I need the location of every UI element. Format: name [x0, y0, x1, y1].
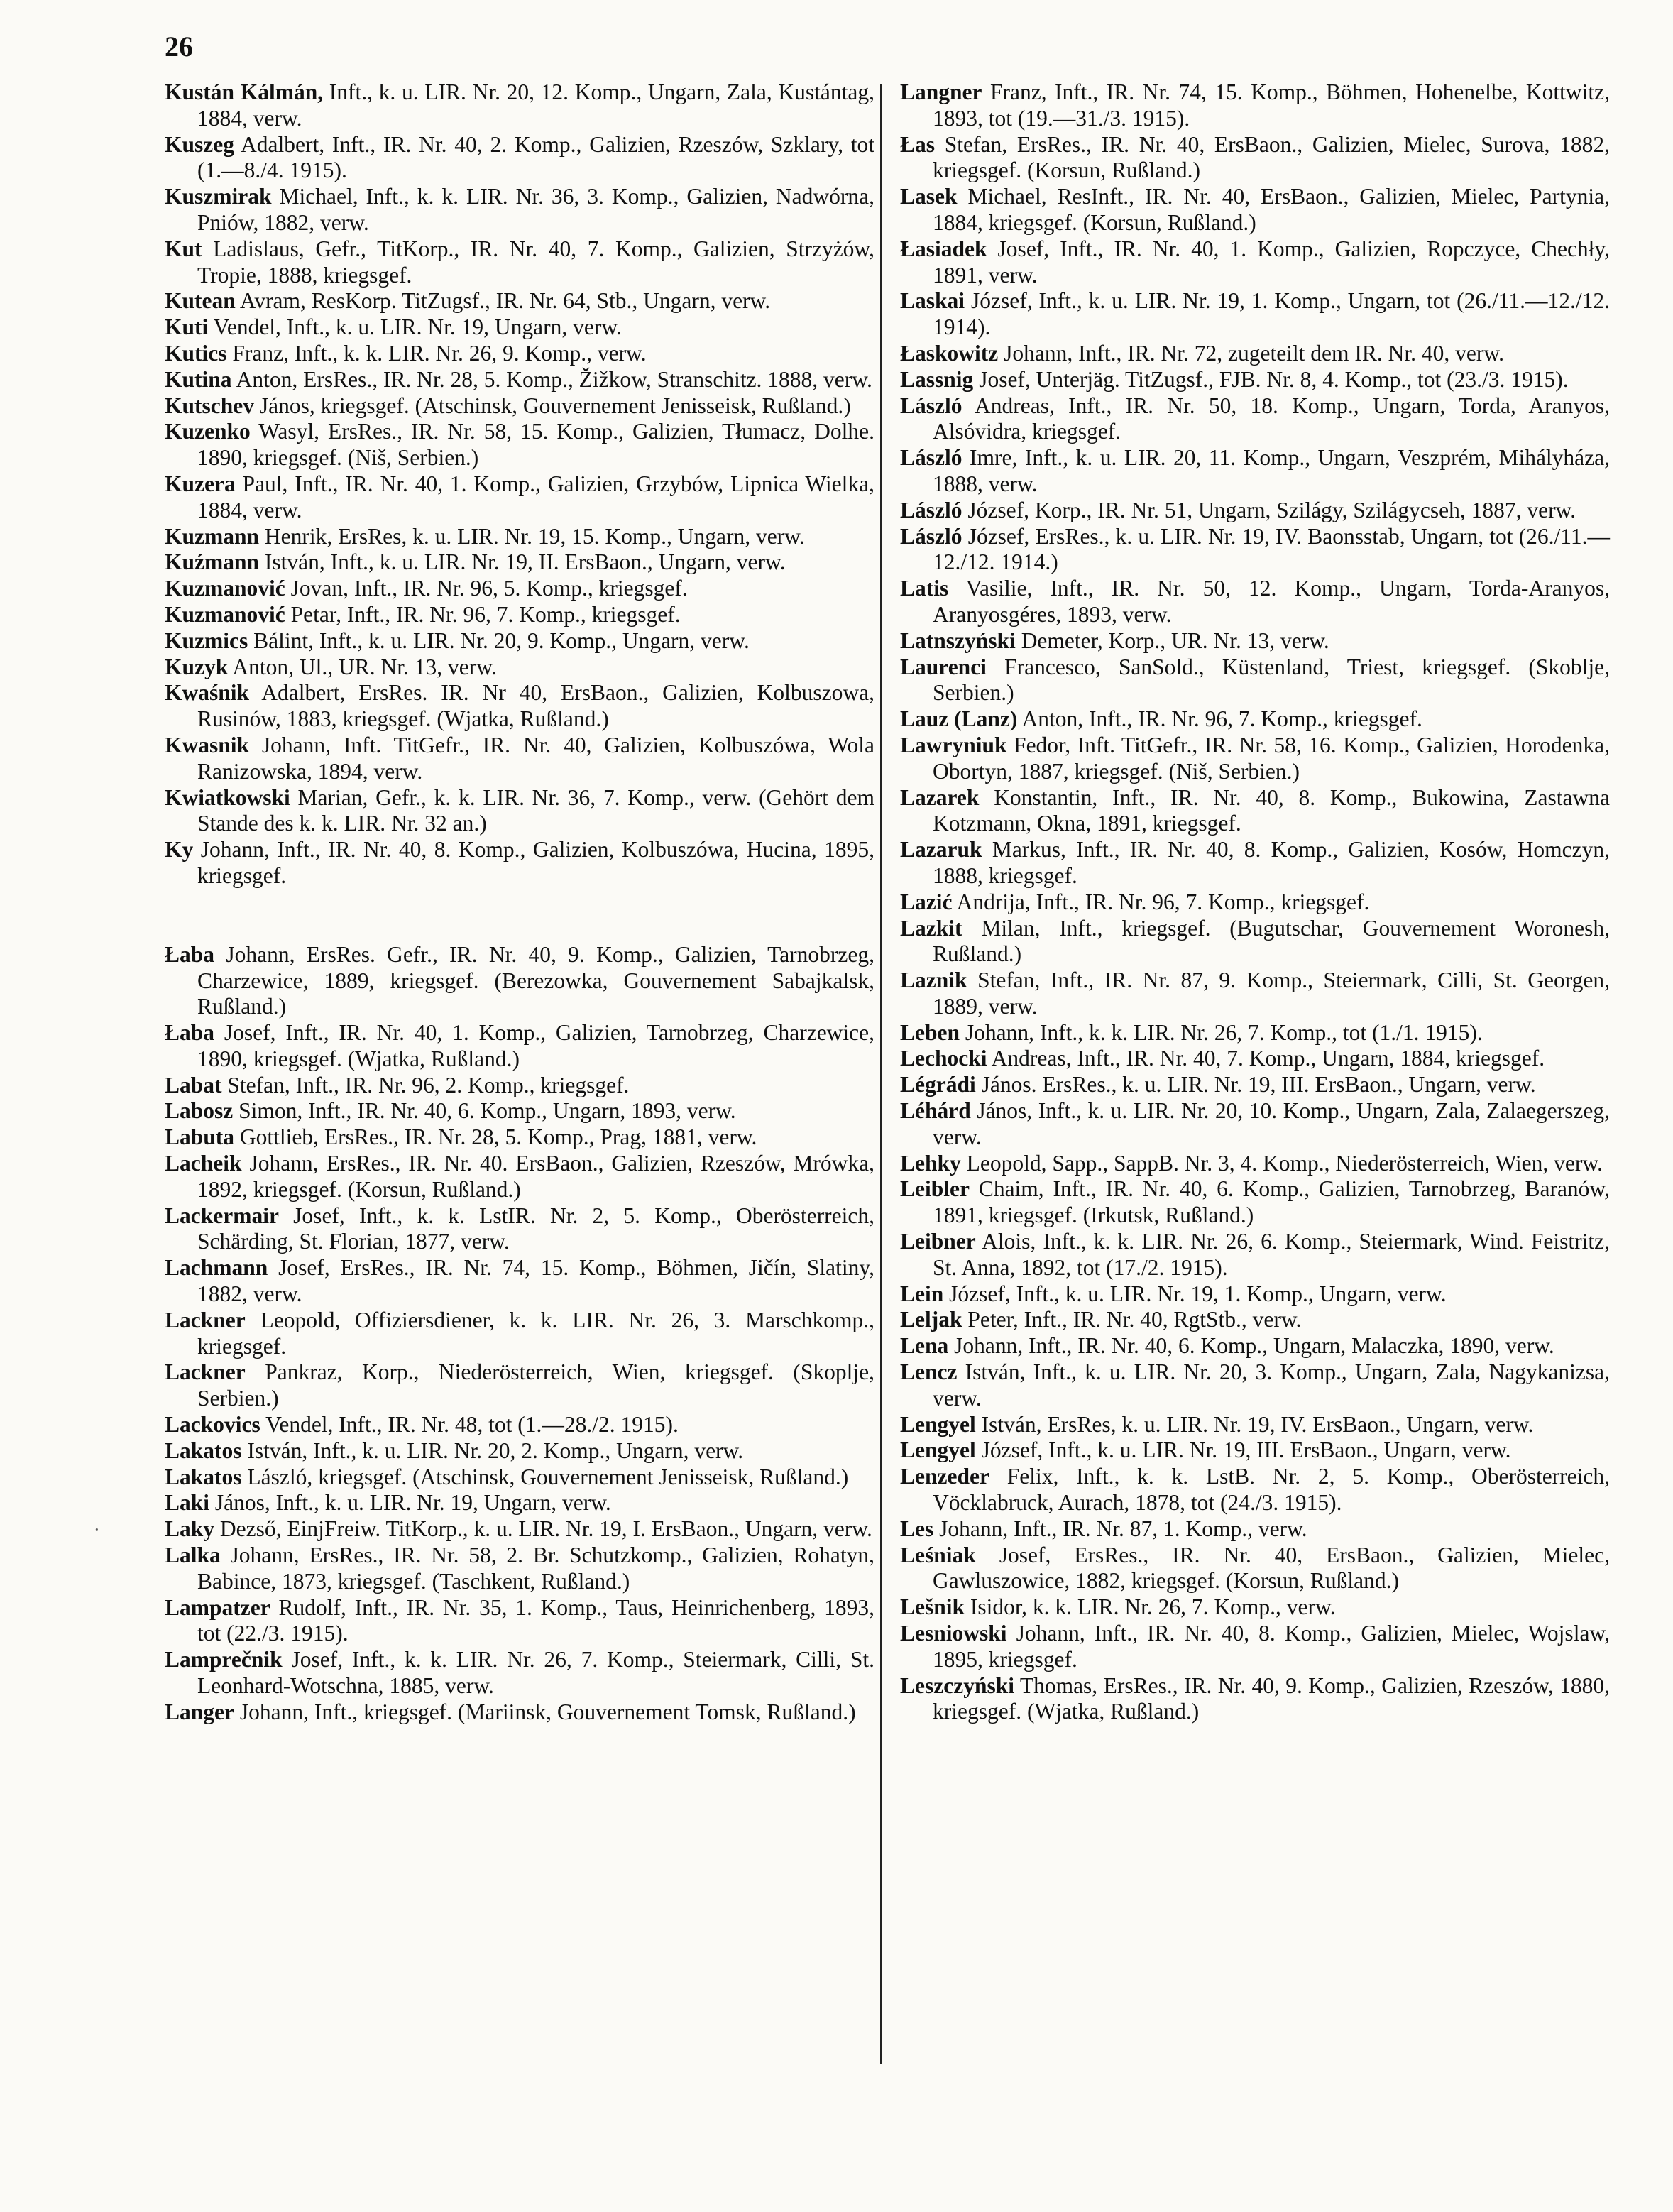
register-entry [900, 288, 1610, 341]
entry-details: Alois, Inft., k. k. LIR. Nr. 26, 6. Komp., Steiermark, Wind. Feistritz, St. Anna, 1892, tot (17./2. 1915). [933, 1229, 1610, 1280]
entry-surname: Łaba [165, 1020, 215, 1046]
entry-surname: Langer [165, 1699, 234, 1724]
entry-details: Michael, ResInft., IR. Nr. 40, ErsBaon., Galizien, Mielec, Partynia, 1884, kriegsgef. (Korsun, Rußland.) [933, 184, 1611, 235]
entry-surname: Kutschev [165, 393, 254, 418]
entry-surname: Laurenci [900, 654, 987, 679]
register-entry [165, 132, 874, 185]
entry-details: Gottlieb, ErsRes., IR. Nr. 28, 5. Komp., Prag, 1881, verw. [239, 1124, 757, 1150]
entry-surname: Lencz [900, 1359, 958, 1385]
register-entry [165, 785, 874, 838]
entry-details: Josef, ErsRes., IR. Nr. 40, ErsBaon., Galizien, Mielec, Gawluszowice, 1882, kriegsgef. (Korsun, Rußland.) [933, 1542, 1610, 1594]
entry-details: Markus, Inft., IR. Nr. 40, 8. Komp., Galizien, Kosów, Homczyn, 1888, kriegsgef. [933, 837, 1611, 888]
entry-details: Avram, ResKorp. TitZugsf., IR. Nr. 64, Stb., Ungarn, verw. [239, 288, 771, 314]
entry-surname: Latnszyński [900, 628, 1016, 653]
register-entry [900, 1673, 1610, 1726]
entry-surname: Leljak [900, 1307, 962, 1332]
register-entry [900, 367, 1610, 393]
register-entry [900, 393, 1610, 446]
entry-surname: Lengyel [900, 1438, 976, 1463]
entry-surname: Lauz (Lanz) [900, 706, 1018, 732]
entry-surname: Léhárd [900, 1098, 971, 1124]
entry-surname: Lackner [165, 1307, 246, 1332]
register-entry [900, 1151, 1610, 1177]
register-entry [900, 1098, 1610, 1151]
register-entry [165, 419, 874, 471]
entry-details: Stefan, Inft., IR. Nr. 87, 9. Komp., Steiermark, Cilli, St. Georgen, 1889, verw. [933, 968, 1610, 1019]
column-divider [880, 84, 882, 2064]
register-entry [165, 1020, 874, 1073]
entry-details: Johann, Inft., k. k. LIR. Nr. 26, 7. Komp., tot (1./1. 1915). [965, 1019, 1483, 1045]
entry-details: Dezső, EinjFreiw. TitKorp., k. u. LIR. Nr. 19, I. ErsBaon., Ungarn, verw. [219, 1516, 872, 1542]
entry-surname: Kuti [165, 314, 209, 340]
entry-surname: Kuszeg [165, 131, 234, 157]
register-entry [900, 341, 1610, 367]
register-entry [900, 1046, 1610, 1072]
entry-details: Johann, Inft., IR. Nr. 72, zugeteilt dem IR. Nr. 40, verw. [1004, 340, 1504, 366]
register-entry [165, 733, 874, 785]
entry-details: Jovan, Inft., IR. Nr. 96, 5. Komp., kriegsgef. [290, 576, 688, 601]
entry-details: Rudolf, Inft., IR. Nr. 35, 1. Komp., Taus, Heinrichenberg, 1893, tot (22./3. 1915). [197, 1594, 874, 1646]
register-entry [165, 1516, 874, 1543]
entry-details: Vasilie, Inft., IR. Nr. 50, 12. Komp., Ungarn, Torda-Aranyos, Aranyosgéres, 1893, verw. [933, 576, 1610, 627]
entry-details: Josef, Inft., IR. Nr. 40, 1. Komp., Galizien, Tarnobrzeg, Charzewice, 1890, kriegsgef. (Wjatka, Rußland.) [197, 1020, 875, 1071]
register-entry [900, 889, 1610, 916]
register-entry [165, 80, 874, 132]
entry-surname: Łas [900, 131, 936, 157]
entry-surname: Ky [165, 837, 194, 863]
entry-surname: Kuzenko [165, 419, 251, 444]
register-entry [165, 393, 874, 420]
entry-details: János, Inft., k. u. LIR. Nr. 20, 10. Komp., Ungarn, Zala, Zalaegerszeg, verw. [933, 1098, 1611, 1149]
entry-details: Andreas, Inft., IR. Nr. 50, 18. Komp., Ungarn, Torda, Aranyos, Alsóvidra, kriegsgef. [933, 393, 1611, 444]
register-entry [900, 837, 1610, 889]
entry-surname: Labosz [165, 1098, 234, 1124]
entry-details: Johann, Inft., IR. Nr. 40, 6. Komp., Ungarn, Malaczka, 1890, verw. [954, 1333, 1554, 1359]
entry-surname: Kwaśnik [165, 680, 250, 706]
entry-details: Johann, Inft. TitGefr., IR. Nr. 40, Galizien, Kolbuszówa, Wola Ranizowska, 1894, verw. [197, 732, 874, 784]
register-entry [165, 1647, 874, 1699]
register-entry [165, 1464, 874, 1491]
entry-details: Franz, Inft., k. k. LIR. Nr. 26, 9. Komp., verw. [232, 340, 647, 366]
entry-details: László, kriegsgef. (Atschinsk, Gouvernement Jenisseisk, Rußland.) [247, 1464, 849, 1489]
entry-details: Ladislaus, Gefr., TitKorp., IR. Nr. 40, 7. Komp., Galizien, Strzyżów, Tropie, 1888, kriegsgef. [197, 236, 875, 288]
entry-surname: Laskai [900, 288, 965, 314]
entry-details: István, Inft., k. u. LIR. Nr. 20, 2. Komp., Ungarn, verw. [247, 1438, 744, 1463]
entry-surname: László [900, 393, 962, 418]
entry-details: Marian, Gefr., k. k. LIR. Nr. 36, 7. Komp., verw. (Gehört dem Stande des k. k. LIR. Nr. 32 an.) [197, 784, 875, 836]
register-entry [900, 236, 1610, 289]
entry-surname: Labuta [165, 1124, 235, 1150]
entry-surname: Kuzmann [165, 523, 260, 549]
entry-surname: Leibner [900, 1229, 976, 1254]
register-entry [165, 367, 874, 393]
entry-surname: Kwasnik [165, 732, 250, 757]
entry-details: Josef, ErsRes., IR. Nr. 74, 15. Komp., Böhmen, Jičín, Slatiny, 1882, verw. [197, 1255, 874, 1307]
register-entry [900, 1307, 1610, 1333]
register-entry [165, 1412, 874, 1438]
entry-surname: Kuzera [165, 471, 236, 496]
entry-details: Milan, Inft., kriegsgef. (Bugutschar, Gouvernement Woronesh, Rußland.) [933, 915, 1610, 967]
right-column [900, 80, 1610, 1725]
register-entry [165, 942, 874, 1020]
entry-details: József, Inft., k. u. LIR. Nr. 19, 1. Komp., Ungarn, verw. [949, 1281, 1447, 1306]
register-entry [900, 1412, 1610, 1438]
entry-surname: Lackovics [165, 1412, 260, 1438]
register-entry [900, 655, 1610, 707]
entry-details: János, kriegsgef. (Atschinsk, Gouvernement Jenisseisk, Rußland.) [259, 393, 851, 418]
entry-surname: Lena [900, 1333, 949, 1359]
entry-details: Vendel, Inft., k. u. LIR. Nr. 19, Ungarn, verw. [213, 314, 622, 340]
entry-details: Johann, Inft., IR. Nr. 40, 8. Komp., Galizien, Mielec, Wojslaw, 1895, kriegsgef. [933, 1621, 1610, 1672]
entry-surname: Laznik [900, 968, 967, 993]
register-entry [165, 184, 874, 236]
register-entry [165, 288, 874, 314]
entry-surname: Kuźmann [165, 549, 260, 575]
entry-details: Johann, Inft., IR. Nr. 87, 1. Komp., verw. [939, 1516, 1307, 1541]
entry-details: József, Korp., IR. Nr. 51, Ungarn, Szilágy, Szilágycseh, 1887, verw. [967, 497, 1576, 522]
entry-details: Pankraz, Korp., Niederösterreich, Wien, kriegsgef. (Skoplje, Serbien.) [197, 1359, 874, 1411]
register-entry [900, 1281, 1610, 1308]
entry-details: Isidor, k. k. LIR. Nr. 26, 7. Komp., verw. [970, 1594, 1336, 1620]
register-entry [165, 837, 874, 889]
entry-surname: Laki [165, 1490, 210, 1516]
left-column [165, 80, 874, 1726]
entry-details: István, ErsRes, k. u. LIR. Nr. 19, IV. ErsBaon., Ungarn, verw. [981, 1411, 1534, 1437]
entry-details: Henrik, ErsRes, k. u. LIR. Nr. 19, 15. Komp., Ungarn, verw. [264, 523, 805, 549]
entry-details: János. ErsRes., k. u. LIR. Nr. 19, III. ErsBaon., Ungarn, verw. [981, 1072, 1536, 1097]
register-entry [900, 184, 1610, 236]
entry-details: Petar, Inft., IR. Nr. 96, 7. Komp., kriegsgef. [290, 601, 681, 627]
entry-details: Josef, Inft., k. k. LstIR. Nr. 2, 5. Komp., Oberösterreich, Schärding, St. Florian, 1877, verw. [197, 1203, 874, 1254]
entry-surname: Kustán Kálmán, [165, 80, 324, 104]
register-entry [900, 1543, 1610, 1595]
entry-details: Demeter, Korp., UR. Nr. 13, verw. [1021, 628, 1329, 653]
register-entry [900, 1229, 1610, 1281]
entry-details: Leopold, Sapp., SappB. Nr. 3, 4. Komp., Niederösterreich, Wien, verw. [966, 1150, 1603, 1176]
entry-details: Andrija, Inft., IR. Nr. 96, 7. Komp., kriegsgef. [956, 889, 1370, 914]
entry-surname: Łaba [165, 941, 215, 967]
register-entry [900, 706, 1610, 733]
entry-details: Chaim, Inft., IR. Nr. 40, 6. Komp., Galizien, Tarnobrzeg, Baranów, 1891, kriegsgef. (Irkutsk, Rußland.) [933, 1176, 1610, 1228]
entry-surname: Kutean [165, 288, 236, 314]
entry-surname: Labat [165, 1072, 222, 1097]
register-entry [165, 602, 874, 628]
entry-details: Vendel, Inft., IR. Nr. 48, tot (1.—28./2. 1915). [265, 1412, 679, 1438]
entry-surname: Lackermair [165, 1203, 279, 1228]
entry-surname: Kuzmanović [165, 601, 285, 627]
entry-surname: Łaskowitz [900, 340, 999, 366]
margin-mark: · [94, 1519, 100, 1540]
entry-details: János, Inft., k. u. LIR. Nr. 19, Ungarn, verw. [214, 1490, 611, 1516]
entry-surname: Lazarek [900, 784, 980, 810]
entry-details: István, Inft., k. u. LIR. Nr. 19, II. ErsBaon., Ungarn, verw. [264, 549, 786, 575]
register-entry [165, 1255, 874, 1308]
register-entry [165, 236, 874, 289]
register-entry [165, 1595, 874, 1648]
register-entry [165, 628, 874, 655]
entry-surname: Lein [900, 1281, 944, 1306]
entry-surname: Lazić [900, 889, 953, 914]
entry-surname: László [900, 497, 962, 522]
register-entry [900, 498, 1610, 524]
register-entry [165, 341, 874, 367]
register-entry [165, 680, 874, 733]
entry-details: Stefan, Inft., IR. Nr. 96, 2. Komp., kriegsgef. [227, 1072, 630, 1097]
entry-details: Inft., k. u. LIR. Nr. 20, 12. Komp., Ungarn, Zala, Kustántag, 1884, verw. [197, 80, 874, 131]
entry-details: Thomas, ErsRes., IR. Nr. 40, 9. Komp., Galizien, Rzeszów, 1880, kriegsgef. (Wjatka, Rußland.) [933, 1672, 1610, 1724]
entry-details: Michael, Inft., k. k. LIR. Nr. 36, 3. Komp., Galizien, Nadwórna, Pniów, 1882, verw. [197, 184, 875, 235]
entry-details: Andreas, Inft., IR. Nr. 40, 7. Komp., Ungarn, 1884, kriegsgef. [991, 1046, 1545, 1071]
register-entry [900, 1594, 1610, 1621]
entry-surname: Lazaruk [900, 837, 982, 863]
register-entry [900, 968, 1610, 1020]
register-entry [900, 733, 1610, 785]
entry-surname: Lassnig [900, 366, 974, 392]
entry-details: Paul, Inft., IR. Nr. 40, 1. Komp., Galizien, Grzybów, Lipnica Wielka, 1884, verw. [197, 471, 874, 522]
entry-details: Simon, Inft., IR. Nr. 40, 6. Komp., Ungarn, 1893, verw. [238, 1098, 736, 1124]
register-entry [165, 1308, 874, 1360]
entry-details: Josef, Inft., IR. Nr. 40, 1. Komp., Galizien, Ropczyce, Chechły, 1891, verw. [933, 236, 1611, 288]
entry-surname: Lachmann [165, 1255, 268, 1281]
entry-details: Felix, Inft., k. k. LstB. Nr. 2, 5. Komp., Oberösterreich, Vöcklabruck, Aurach, 1878, tot (24./3. 1915). [933, 1464, 1610, 1516]
entry-surname: Kuzmics [165, 628, 248, 653]
entry-surname: Lamprečnik [165, 1647, 283, 1672]
entry-details: Johann, Inft., kriegsgef. (Mariinsk, Gouvernement Tomsk, Rußland.) [239, 1699, 856, 1724]
entry-surname: Kutina [165, 366, 232, 392]
register-entry [165, 655, 874, 681]
entry-surname: Lackner [165, 1359, 246, 1385]
entry-surname: Kuszmirak [165, 184, 272, 209]
entry-details: Peter, Inft., IR. Nr. 40, RgtStb., verw. [967, 1307, 1302, 1332]
entry-details: Josef, Unterjäg. TitZugsf., FJB. Nr. 8, 4. Komp., tot (23./3. 1915). [979, 366, 1569, 392]
entry-surname: Les [900, 1516, 934, 1541]
register-entry [165, 1098, 874, 1124]
entry-details: Anton, Ul., UR. Nr. 13, verw. [232, 654, 497, 679]
register-entry [900, 524, 1610, 576]
register-entry [900, 785, 1610, 838]
register-entry [900, 1438, 1610, 1464]
register-entry [900, 576, 1610, 628]
entry-surname: Lacheik [165, 1151, 242, 1176]
entry-surname: Lakatos [165, 1438, 242, 1463]
entry-surname: Lenzeder [900, 1464, 989, 1489]
entry-surname: Lehky [900, 1150, 961, 1176]
entry-details: István, Inft., k. u. LIR. Nr. 20, 3. Komp., Ungarn, Zala, Nagykanizsa, verw. [933, 1359, 1611, 1411]
entry-surname: Kwiatkowski [165, 784, 290, 810]
entry-details: Francesco, SanSold., Küstenland, Triest, kriegsgef. (Skoblje, Serbien.) [933, 654, 1610, 706]
entry-details: Josef, Inft., k. k. LIR. Nr. 26, 7. Komp., Steiermark, Cilli, St. Leonhard-Wotschna, 1885, verw. [197, 1647, 875, 1699]
register-entry [900, 445, 1610, 498]
entry-surname: Lešnik [900, 1594, 965, 1620]
entry-surname: Lazkit [900, 915, 962, 941]
register-entry [900, 1020, 1610, 1046]
entry-details: Anton, ErsRes., IR. Nr. 28, 5. Komp., Žižkow, Stranschitz. 1888, verw. [236, 366, 872, 392]
register-entry [165, 1124, 874, 1151]
register-entry [165, 1359, 874, 1412]
entry-surname: Leszczyński [900, 1672, 1014, 1698]
entry-surname: Lalka [165, 1543, 221, 1568]
entry-details: Konstantin, Inft., IR. Nr. 40, 8. Komp., Bukowina, Zastawna Kotzmann, Okna, 1891, kriegsgef. [933, 784, 1610, 836]
entry-details: József, Inft., k. u. LIR. Nr. 19, 1. Komp., Ungarn, tot (26./11.—12./12. 1914). [933, 288, 1610, 340]
register-entry [165, 549, 874, 576]
entry-surname: Kuzmanović [165, 576, 285, 601]
register-entry [165, 1490, 874, 1516]
entry-surname: Lesniowski [900, 1621, 1007, 1646]
register-entry [165, 1151, 874, 1203]
entry-surname: László [900, 523, 962, 549]
entry-details: Johann, ErsRes. Gefr., IR. Nr. 40, 9. Komp., Galizien, Tarnobrzeg, Charzewice, 1889, kriegsgef. (Berezowka, Gouvernement Sabajkalsk, Rußland.) [197, 941, 875, 1019]
register-entry [900, 1359, 1610, 1412]
register-entry [900, 1072, 1610, 1098]
entry-details: Bálint, Inft., k. u. LIR. Nr. 20, 9. Komp., Ungarn, verw. [253, 628, 750, 653]
register-entry [900, 1464, 1610, 1516]
entry-surname: Leben [900, 1019, 960, 1045]
entry-details: Fedor, Inft. TitGefr., IR. Nr. 58, 16. Komp., Galizien, Horodenka, Obortyn, 1887, kriegsgef. (Niš, Serbien.) [933, 732, 1610, 784]
entry-details: Johann, ErsRes., IR. Nr. 40. ErsBaon., Galizien, Rzeszów, Mrówka, 1892, kriegsgef. (Korsun, Rußland.) [197, 1151, 874, 1202]
section-gap [165, 889, 874, 942]
entry-surname: Lampatzer [165, 1594, 270, 1620]
entry-surname: Lakatos [165, 1464, 242, 1489]
register-entry [165, 1699, 874, 1726]
register-entry [900, 916, 1610, 968]
register-entry [900, 628, 1610, 655]
register-entry [165, 576, 874, 602]
entry-details: Adalbert, Inft., IR. Nr. 40, 2. Komp., Galizien, Rzeszów, Szklary, tot (1.—8./4. 1915). [197, 131, 874, 183]
entry-surname: Lawryniuk [900, 732, 1007, 757]
register-entry [165, 524, 874, 550]
register-entry [165, 471, 874, 524]
register-entry [165, 1203, 874, 1256]
entry-details: Franz, Inft., IR. Nr. 74, 15. Komp., Böhmen, Hohenelbe, Kottwitz, 1893, tot (19.—31./3. 1915). [933, 80, 1611, 131]
entry-surname: Leibler [900, 1176, 970, 1202]
page-number: 26 [165, 31, 193, 62]
entry-surname: Langner [900, 80, 982, 104]
register-entry [165, 1543, 874, 1595]
register-entry [900, 132, 1610, 185]
entry-surname: Kut [165, 236, 202, 261]
entry-details: Leopold, Offiziersdiener, k. k. LIR. Nr. 26, 3. Marschkomp., kriegsgef. [197, 1307, 875, 1359]
register-entry [900, 80, 1610, 132]
entry-details: Stefan, ErsRes., IR. Nr. 40, ErsBaon., Galizien, Mielec, Surova, 1882, kriegsgef. (Korsun, Rußland.) [933, 131, 1611, 183]
entry-surname: László [900, 445, 962, 471]
entry-surname: Lasek [900, 184, 958, 209]
entry-details: József, ErsRes., k. u. LIR. Nr. 19, IV. Baonsstab, Ungarn, tot (26./11.—12./12. 1914.) [933, 523, 1611, 575]
entry-surname: Kutics [165, 340, 227, 366]
entry-details: Johann, Inft., IR. Nr. 40, 8. Komp., Galizien, Kolbuszówa, Hucina, 1895, kriegsgef. [197, 837, 874, 888]
entry-surname: Laky [165, 1516, 215, 1542]
entry-surname: Lechocki [900, 1046, 987, 1071]
entry-surname: Légrádi [900, 1072, 976, 1097]
entry-details: József, Inft., k. u. LIR. Nr. 19, III. ErsBaon., Ungarn, verw. [981, 1438, 1511, 1463]
entry-surname: Łasiadek [900, 236, 987, 261]
register-entry [900, 1333, 1610, 1359]
register-entry [165, 1073, 874, 1099]
entry-details: Johann, ErsRes., IR. Nr. 58, 2. Br. Schutzkomp., Galizien, Rohatyn, Babince, 1873, kriegsgef. (Taschkent, Rußland.) [197, 1543, 874, 1594]
entry-details: Adalbert, ErsRes. IR. Nr 40, ErsBaon., Galizien, Kolbuszowa, Rusinów, 1883, kriegsgef. (Wjatka, Rußland.) [197, 680, 874, 732]
entry-details: Wasyl, ErsRes., IR. Nr. 58, 15. Komp., Galizien, Tłumacz, Dolhe. 1890, kriegsgef. (Niš, Serbien.) [197, 419, 874, 471]
entry-surname: Kuzyk [165, 654, 229, 679]
entry-surname: Latis [900, 576, 949, 601]
register-entry [900, 1516, 1610, 1543]
register-entry [165, 1438, 874, 1464]
register-entry [900, 1621, 1610, 1673]
register-entry [900, 1176, 1610, 1229]
entry-surname: Lengyel [900, 1411, 976, 1437]
entry-details: Imre, Inft., k. u. LIR. 20, 11. Komp., Ungarn, Veszprém, Mihályháza, 1888, verw. [933, 445, 1611, 496]
entry-details: Anton, Inft., IR. Nr. 96, 7. Komp., kriegsgef. [1021, 706, 1422, 732]
register-entry [165, 314, 874, 341]
entry-surname: Leśniak [900, 1542, 976, 1567]
